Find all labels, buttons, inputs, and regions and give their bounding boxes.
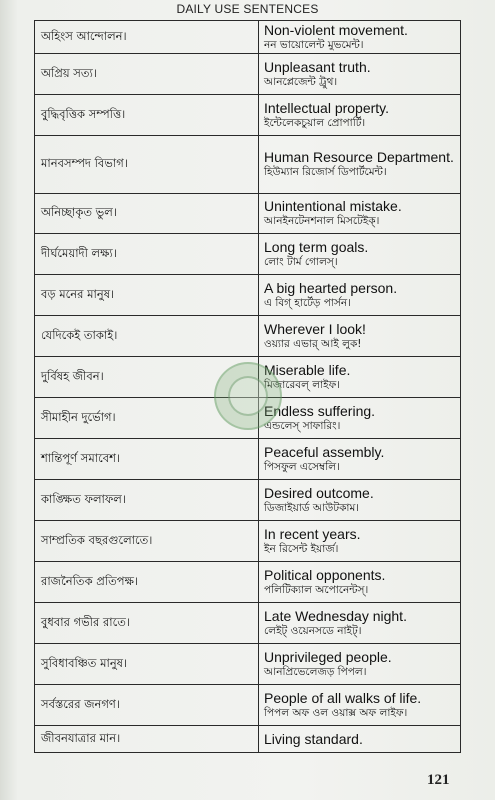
page-header: DAILY USE SENTENCES	[176, 2, 319, 16]
table-row	[35, 685, 461, 726]
pronunciation: ইন রিসেন্ট ইয়ার্জ।	[264, 542, 339, 555]
pronunciation: আনপ্লেজেন্ট ট্রুথ।	[264, 75, 338, 88]
translation-cell	[259, 685, 461, 726]
bengali-phrase: যেদিকেই তাকাই।	[35, 316, 259, 357]
translation-cell	[259, 95, 461, 136]
bengali-phrase: অপ্রিয় সত্য।	[35, 54, 259, 95]
bengali-phrase: মানবসম্পদ বিভাগ।	[35, 136, 259, 194]
table-row	[35, 275, 461, 316]
table-row	[35, 21, 461, 54]
watermark-logo	[214, 362, 282, 430]
english-phrase: Miserable life.	[264, 361, 351, 378]
english-phrase: Peaceful assembly.	[264, 443, 385, 460]
bengali-phrase: দীর্ঘমেয়াদী লক্ষ্য।	[35, 234, 259, 275]
translation-cell	[259, 726, 461, 753]
bengali-phrase: বুদ্ধিবৃত্তিক সম্পত্তি।	[35, 95, 259, 136]
english-phrase: Non-violent movement.	[264, 21, 408, 38]
bengali-phrase: রাজনৈতিক প্রতিপক্ষ।	[35, 562, 259, 603]
english-phrase: Late Wednesday night.	[264, 607, 407, 624]
bengali-phrase: সাম্প্রতিক বছরগুলোতে।	[35, 521, 259, 562]
english-phrase: Wherever I look!	[264, 320, 366, 337]
english-phrase: In recent years.	[264, 525, 361, 542]
bengali-phrase: অহিংস আন্দোলন।	[35, 21, 259, 54]
pronunciation: লেইট্ ওয়েনসডে নাইট্।	[264, 624, 362, 637]
table-row	[35, 644, 461, 685]
english-phrase: Intellectual property.	[264, 99, 390, 116]
english-phrase: Human Resource Department.	[264, 149, 454, 165]
table-row	[35, 316, 461, 357]
bengali-phrase: সুবিধাবঞ্চিত মানুষ।	[35, 644, 259, 685]
english-phrase: Unpleasant truth.	[264, 58, 371, 75]
pronunciation: হিউম্যান রিজোর্স ডিপার্টমেন্ট।	[264, 166, 387, 178]
page-number: 121	[427, 772, 450, 788]
translation-cell	[259, 603, 461, 644]
bengali-phrase: অনিচ্ছাকৃত ভুল।	[35, 194, 259, 234]
bengali-phrase: বড় মনের মানুষ।	[35, 275, 259, 316]
translation-cell	[259, 316, 461, 357]
table-row	[35, 726, 461, 753]
pronunciation: ইন্টেলেকচুয়াল প্রোপার্টি।	[264, 116, 366, 129]
pronunciation: ওয়্যার এভার্ আই লুক!	[264, 337, 362, 350]
bengali-phrase: সর্বস্তরের জনগণ।	[35, 685, 259, 726]
bengali-phrase: শান্তিপূর্ণ সমাবেশ।	[35, 439, 259, 480]
bengali-phrase: কাঙ্ক্ষিত ফলাফল।	[35, 480, 259, 521]
bengali-phrase: দুর্বিষহ জীবন।	[35, 357, 259, 398]
translation-cell	[259, 21, 461, 54]
pronunciation: আনইনটেনশনাল মিসটেইক্।	[264, 215, 380, 227]
pronunciation: এ বিগ্ হার্টেড় পার্সন।	[264, 296, 351, 309]
english-phrase: Long term goals.	[264, 238, 369, 255]
table-row	[35, 521, 461, 562]
pronunciation: মিজারেবল্ লাইফ।	[264, 378, 341, 391]
bengali-phrase: বুধবার গভীর রাতে।	[35, 603, 259, 644]
english-phrase: Unintentional mistake.	[264, 198, 402, 214]
pronunciation: লোং টার্ম গোলস্।	[264, 255, 338, 268]
english-phrase: Endless suffering.	[264, 402, 376, 419]
translation-cell	[259, 275, 461, 316]
translation-cell	[259, 194, 461, 234]
bengali-phrase: সীমাহীন দুর্ভোগ।	[35, 398, 259, 439]
translation-cell	[259, 562, 461, 603]
translation-cell	[259, 398, 461, 439]
english-phrase: Unprivileged people.	[264, 648, 392, 665]
translation-cell	[259, 644, 461, 685]
pronunciation: নন ভায়োলেন্ট মুভমেন্ট।	[264, 38, 364, 51]
english-phrase: Desired outcome.	[264, 484, 374, 501]
pronunciation: পিসফুল এসেম্বলি।	[264, 460, 340, 473]
table-row	[35, 562, 461, 603]
table-row	[35, 194, 461, 234]
translation-cell	[259, 54, 461, 95]
pronunciation: পলিটিক্যাল অপোনেন্টস্।	[264, 583, 369, 596]
translation-cell	[259, 480, 461, 521]
table-row	[35, 95, 461, 136]
pronunciation: পিপল অফ ওল ওয়াক্স অফ লাইফ।	[264, 706, 408, 719]
table-row	[35, 234, 461, 275]
english-phrase: A big hearted person.	[264, 279, 398, 296]
translation-cell	[259, 234, 461, 275]
watermark-logo-inner	[228, 376, 268, 416]
bengali-phrase: জীবনযাত্রার মান।	[35, 726, 259, 753]
table-row	[35, 136, 461, 194]
translation-cell	[259, 439, 461, 480]
pronunciation: আনপ্রিভেলেজড় পিপল।	[264, 665, 367, 678]
table-row	[35, 480, 461, 521]
table-row	[35, 439, 461, 480]
pronunciation: এন্ডলেস্ সাফারিং।	[264, 419, 341, 432]
english-phrase: Living standard.	[264, 730, 363, 747]
english-phrase: Political opponents.	[264, 566, 386, 583]
translation-cell	[259, 136, 461, 194]
translation-cell	[259, 521, 461, 562]
table-row	[35, 603, 461, 644]
translation-cell	[259, 357, 461, 398]
pronunciation: ডিজাইয়ার্ড আউটকাম।	[264, 501, 360, 514]
english-phrase: People of all walks of life.	[264, 689, 422, 706]
table-row	[35, 54, 461, 95]
